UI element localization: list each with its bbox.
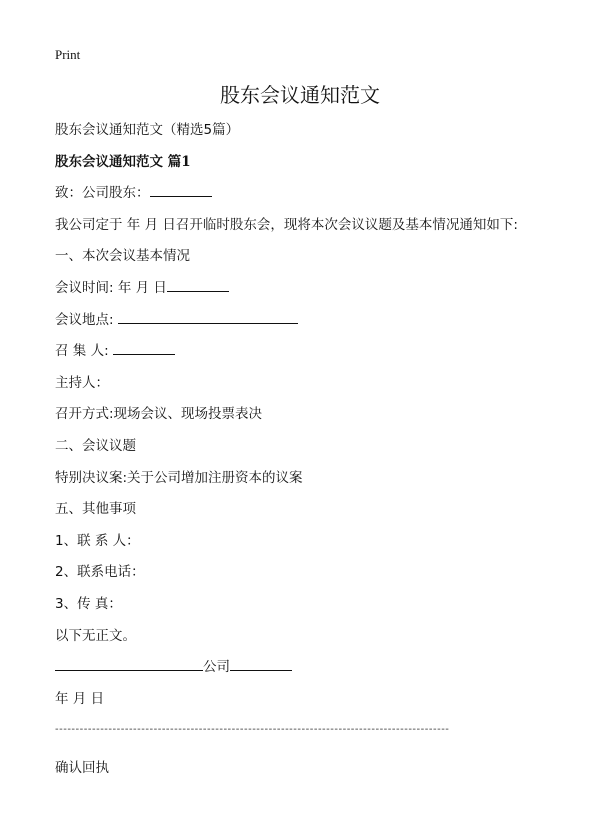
blank-field xyxy=(55,656,203,671)
meeting-place-label: 会议地点: xyxy=(55,311,114,328)
receipt-heading: 确认回执 xyxy=(55,759,109,776)
convener-line xyxy=(55,338,518,370)
section-heading: 股东会议通知范文 篇1 xyxy=(55,153,191,170)
document-body xyxy=(55,117,518,786)
blank-field xyxy=(230,656,292,671)
blank-field xyxy=(150,182,212,197)
blank-field xyxy=(167,277,229,292)
addressee-label: 致：公司股东： xyxy=(55,185,150,202)
section-2-heading: 二、会议议题 xyxy=(55,437,136,454)
end-line: 以下无正文。 xyxy=(55,627,136,644)
print-link[interactable]: Print xyxy=(55,47,81,62)
host-line: 主持人： xyxy=(55,374,109,391)
meeting-place-line xyxy=(55,307,518,339)
date-line: 年 月 日 xyxy=(55,690,105,707)
blank-field xyxy=(118,309,298,324)
phone-line: 2、联系电话： xyxy=(55,564,145,581)
blank-field xyxy=(113,340,175,355)
signature-line xyxy=(55,654,518,686)
document-title: 股东会议通知范文 xyxy=(220,83,380,107)
section-1-heading: 一、本次会议基本情况 xyxy=(55,248,190,265)
contact-line: 1、联 系 人： xyxy=(55,532,140,549)
separator: ------------------------------------------------------------------------------------------------ xyxy=(55,724,450,736)
method-line: 召开方式:现场会议、现场投票表决 xyxy=(55,406,263,423)
subtitle: 股东会议通知范文（精选5篇） xyxy=(55,122,240,138)
meeting-time-label: 会议时间: 年 月 日 xyxy=(55,279,167,296)
intro-text: 我公司定于 年 月 日召开临时股东会，现将本次会议议题及基本情况通知如下: xyxy=(55,216,518,233)
section-5-heading: 五、其他事项 xyxy=(55,501,136,518)
addressee-line xyxy=(55,180,518,212)
motion-line: 特别决议案:关于公司增加注册资本的议案 xyxy=(55,469,303,486)
fax-line: 3、传 真： xyxy=(55,595,122,612)
convener-label: 召 集 人: xyxy=(55,343,109,360)
company-label: 公司 xyxy=(203,659,230,676)
meeting-time-line xyxy=(55,275,518,307)
